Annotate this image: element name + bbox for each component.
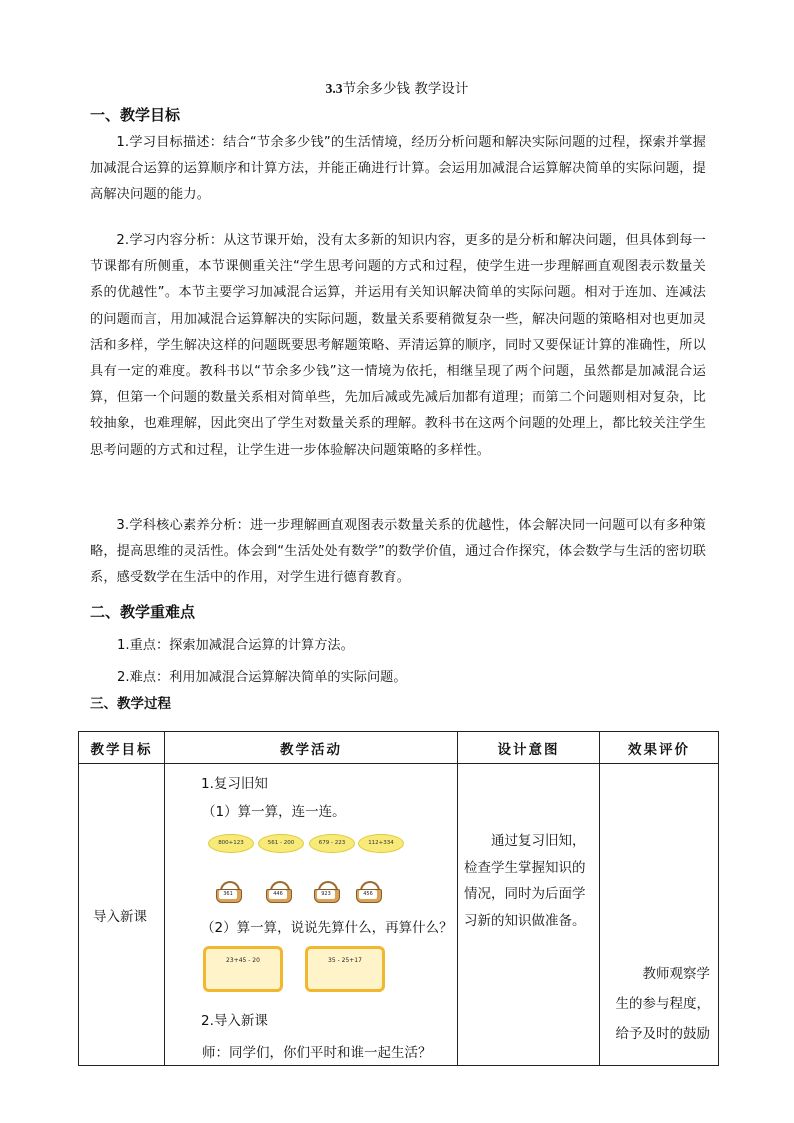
- paragraph-goal-description: 1.学习目标描述：结合“节余多少钱”的生活情境，经历分析问题和解决实际问题的过程，探索并掌握加减混合运算的运算顺序和计算方法，并能正确进行计算。会运用加减混合运算解决简单的实际问题，提高解决问题的能力。: [90, 135, 706, 203]
- basket-answer: 456: [355, 881, 383, 903]
- stage-cell: 导入新课: [79, 764, 165, 1066]
- activity-review-heading: 1.复习旧知: [201, 776, 268, 792]
- intent-cell: [458, 764, 600, 1066]
- evaluation-line-2: 生的参与程度，: [615, 996, 710, 1012]
- section-heading-key-points: 二、教学重难点: [90, 603, 196, 621]
- lemon-expression: 112+334: [358, 834, 404, 853]
- expression-card: 23+45 - 20: [203, 946, 283, 992]
- table-header-row: [79, 732, 719, 764]
- basket-answer: 361: [215, 881, 243, 903]
- evaluation-line-3: 给予及时的鼓励: [615, 1026, 710, 1042]
- page-title: 3.3节余多少钱 教学设计: [325, 81, 469, 97]
- table-row: [79, 764, 719, 1066]
- difficult-point: 2.难点：利用加减混合运算解决简单的实际问题。: [117, 670, 407, 685]
- activity-exercise-1: （1）算一算，连一连。: [202, 804, 346, 820]
- basket-answer: 923: [313, 881, 341, 903]
- header-intent: 设计意图: [458, 732, 600, 764]
- lemon-expression: 561 - 200: [258, 834, 304, 853]
- activity-cell: [165, 764, 458, 1066]
- evaluation-cell: [600, 764, 719, 1066]
- key-point: 1.重点：探索加减混合运算的计算方法。: [117, 638, 354, 653]
- activity-exercise-2: （2）算一算，说说先算什么，再算什么？: [201, 920, 453, 936]
- paragraph-core-literacy: 3.学科核心素养分析：进一步理解画直观图表示数量关系的优越性，体会解决同一问题可以有多种策略，提高思维的灵活性。体会到“生活处处有数学”的数学价值，通过合作探究，体会数学与生活的密切联系，感受数学在生活中的作用，对学生进行德育教育。: [90, 518, 706, 586]
- teaching-process-table: [78, 731, 719, 1066]
- lemon-expression: 679 - 223: [309, 834, 355, 853]
- activity-intro-heading: 2.导入新课: [201, 1013, 268, 1029]
- section-heading-goals: 一、教学目标: [90, 106, 181, 124]
- evaluation-line-1: 教师观察学: [642, 966, 710, 982]
- section-heading-process: 三、教学过程: [90, 696, 171, 712]
- intent-text: 通过复习旧知，检查学生掌握知识的情况，同时为后面学习新的知识做准备。: [464, 833, 586, 929]
- evaluation-text: [600, 959, 710, 1049]
- header-activity: 教学活动: [165, 732, 458, 764]
- lemon-expression: 800+123: [208, 834, 254, 853]
- paragraph-content-analysis: 2.学习内容分析：从这节课开始，没有太多新的知识内容，更多的是分析和解决问题，但具体到每一节课都有所侧重，本节课侧重关注“学生思考问题的方式和过程，使学生进一步理解画直观图表示数量关系的优越性”。本节主要学习加减混合运算，并运用有关知识解决简单的实际问题。相对于连加、连减法的问题而言，用加减混合运算解决的实际问题，数量关系要稍微复杂一些，解决问题的策略相对也更加灵活和多样，学生解决这样的问题既要思考解题策略、弄清运算的顺序，同时又要保证计算的准确性，所以具有一定的难度。教科书以“节余多少钱”这一情境为依托，相继呈现了两个问题，虽然都是加减混合运算，但第一个问题的数量关系相对简单些，先加后减或先减后加都有道理；而第二个问题则相对复杂，比较抽象，也难理解，因此突出了学生对数量关系的理解。教科书在这两个问题的处理上，都比较关注学生思考问题的方式和过程，让学生进一步体验解决问题策略的多样性。: [90, 233, 706, 458]
- activity-teacher-question: 师：同学们，你们平时和谁一起生活？: [202, 1045, 432, 1061]
- basket-answer: 446: [265, 881, 293, 903]
- header-evaluation: 效果评价: [600, 732, 719, 764]
- header-goal: 教学目标: [79, 732, 165, 764]
- expression-card: 35 - 25+17: [305, 946, 385, 992]
